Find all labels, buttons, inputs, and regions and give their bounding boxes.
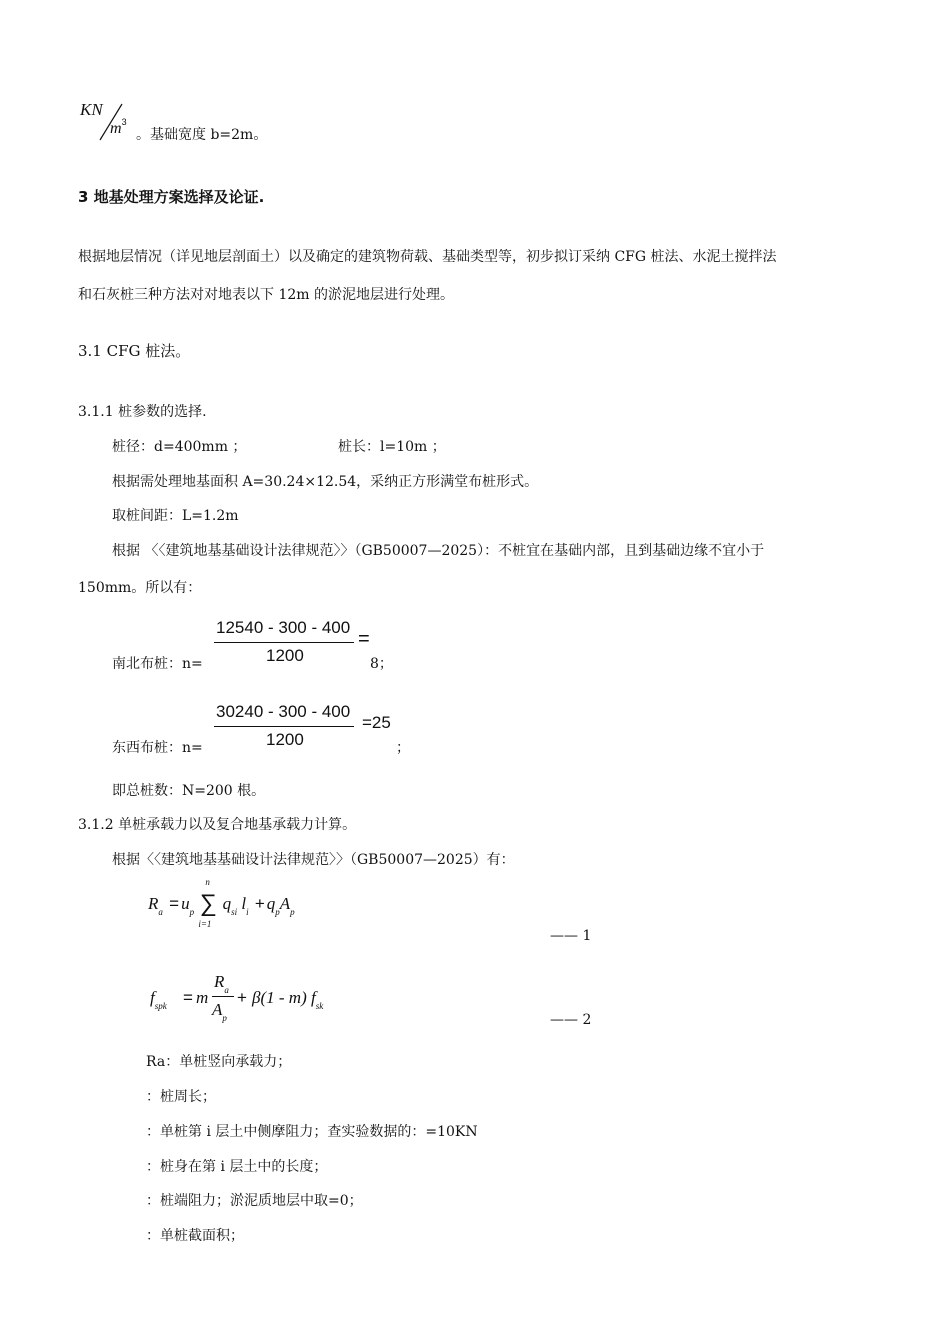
ew-label: 东西布桩：n= (112, 740, 203, 756)
ns-result: 8； (370, 656, 393, 672)
ns-fraction-bar (214, 642, 354, 643)
total-piles: 即总桩数：N=200 根。 (112, 783, 266, 799)
unit-numerator: KN (80, 100, 103, 119)
equation-1-label: —— 1 (550, 928, 592, 944)
ns-equals: = (358, 628, 370, 650)
definition-item: ：桩端阻力；淤泥质地层中取=0； (146, 1193, 363, 1209)
paragraph-line: 根据地层情况（详见地层剖面土）以及确定的建筑物荷载、基础类型等，初步拟订采纳 CFG 桩法、水泥土搅拌法 (78, 249, 777, 265)
equation-1: $R_a = u_p$ n ∑ i=1 $q_{si}$ $l_i + q_pA_p$ (148, 877, 295, 929)
area-line: 根据需处理地基面积 A=30.24×12.54，采纳正方形满堂布桩形式。 (112, 474, 539, 490)
ns-label: 南北布桩：n= (112, 656, 203, 672)
ew-tail: ； (396, 740, 410, 756)
definition-item: ：桩身在第 i 层土中的长度； (146, 1159, 328, 1175)
definition-item: Ra：单桩竖向承载力； (146, 1054, 292, 1070)
section-heading-3: 3 地基处理方案选择及论证. (78, 188, 265, 206)
section-heading-3-1: 3.1 CFG 桩法。 (78, 342, 191, 360)
paragraph-line: 和石灰桩三种方法对对地表以下 12m 的淤泥地层进行处理。 (78, 287, 454, 303)
ew-equals: =25 (362, 713, 391, 732)
ns-numerator: 12540 - 300 - 400 (216, 618, 351, 637)
code-line: 根据〈〈建筑地基基础设计法律规范〉〉（GB50007—2025）有： (112, 852, 515, 868)
section-heading-3-1-1: 3.1.1 桩参数的选择. (78, 404, 207, 420)
unit-denominator: $m^3$ (110, 117, 127, 137)
definition-item: ：单桩截面积； (146, 1228, 244, 1244)
code-line: 150mm。所以有： (78, 580, 202, 596)
ew-denominator: 1200 (266, 730, 304, 749)
pile-diameter: 桩径：d=400mm ； (112, 439, 247, 455)
section-heading-3-1-2: 3.1.2 单桩承载力以及复合地基承载力计算。 (78, 817, 357, 833)
definition-item: ：桩周长； (146, 1089, 216, 1105)
pile-length: 桩长：l=10m ； (338, 439, 446, 455)
ew-fraction-bar (214, 726, 354, 727)
equation-2: $f_{spk}$ = m $R_a$ $A_p$ + β(1 - m) $f_{sk}$ (150, 972, 324, 1023)
ew-numerator: 30240 - 300 - 400 (216, 702, 351, 721)
ns-denominator: 1200 (266, 646, 304, 665)
equation-2-label: —— 2 (550, 1012, 592, 1028)
pile-spacing: 取桩间距：L=1.2m (112, 508, 239, 524)
code-line: 根据 〈〈建筑地基基础设计法律规范〉〉（GB50007—2025）：不桩宜在基础内部，且到基础边缘不宜小于 (112, 543, 765, 559)
unit-tail-text: 。基础宽度 b=2m。 (136, 127, 268, 143)
definition-item: ：单桩第 i 层土中侧摩阻力；查实验数据的：=10KN (146, 1124, 478, 1140)
